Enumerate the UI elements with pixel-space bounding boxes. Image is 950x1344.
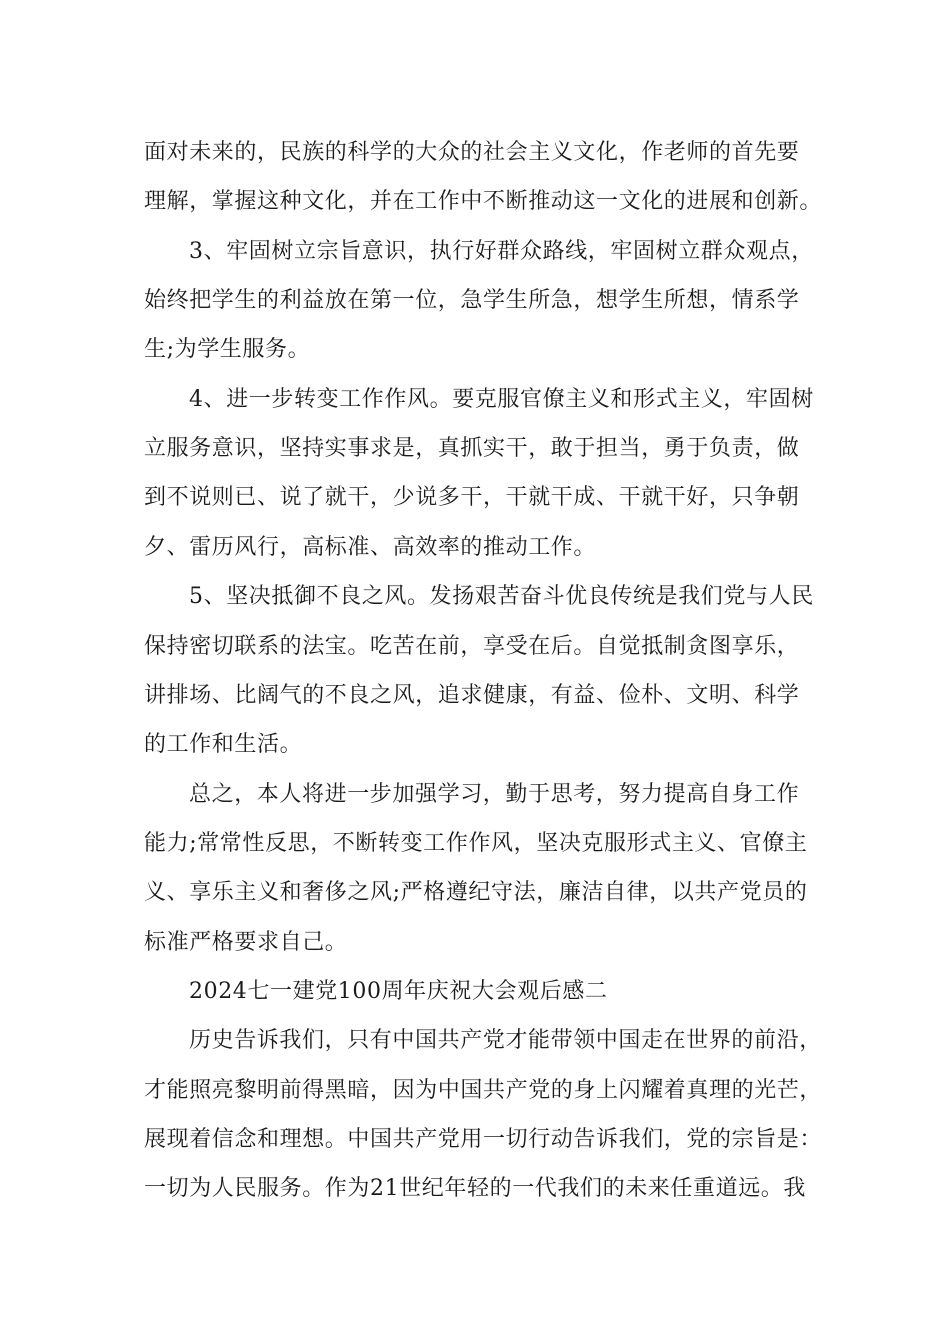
text-line: 标准严格要求自己。 xyxy=(144,930,348,955)
text-line: 一切为人民服务。作为21世纪年轻的一代我们的未来任重道远。我 xyxy=(144,1176,806,1201)
text-line: 能力;常常性反思，不断转变工作作风，坚决克服形式主义、官僚主 xyxy=(144,831,808,856)
text-line: 生;为学生服务。 xyxy=(144,337,311,362)
text-line: 才能照亮黎明前得黑暗，因为中国共产党的身上闪耀着真理的光芒， xyxy=(144,1078,823,1103)
text-line: 3、牢固树立宗旨意识，执行好群众路线，牢固树立群众观点， xyxy=(189,239,814,264)
text-line: 展现着信念和理想。中国共产党用一切行动告诉我们，党的宗旨是： xyxy=(144,1127,823,1152)
text-line: 理解，掌握这种文化，并在工作中不断推动这一文化的进展和创新。 xyxy=(144,189,823,214)
text-line: 立服务意识，坚持实事求是，真抓实干，敢于担当，勇于负责，做 xyxy=(144,436,800,461)
text-line: 夕、雷历风行，高标准、高效率的推动工作。 xyxy=(144,535,597,560)
text-line: 的工作和生活。 xyxy=(144,732,303,757)
text-line: 义、享乐主义和奢侈之风;严格遵纪守法，廉洁自律，以共产党员的 xyxy=(144,880,808,905)
text-line: 讲排场、比阔气的不良之风，追求健康，有益、俭朴、文明、科学 xyxy=(144,683,800,708)
text-line: 总之，本人将进一步加强学习，勤于思考，努力提高自身工作 xyxy=(189,782,800,807)
text-line: 5、坚决抵御不良之风。发扬艰苦奋斗优良传统是我们党与人民 xyxy=(189,584,814,609)
text-line: 面对未来的，民族的科学的大众的社会主义文化，作老师的首先要 xyxy=(144,140,800,165)
text-line: 到不说则已、说了就干，少说多干，干就干成、干就干好，只争朝 xyxy=(144,485,800,510)
text-line: 4、进一步转变工作作风。要克服官僚主义和形式主义，牢固树 xyxy=(189,387,814,412)
text-line: 始终把学生的利益放在第一位，急学生所急，想学生所想，情系学 xyxy=(144,288,800,313)
text-line: 历史告诉我们，只有中国共产党才能带领中国走在世界的前沿， xyxy=(189,1028,822,1053)
section-heading: 2024七一建党100周年庆祝大会观后感二 xyxy=(189,979,608,1004)
text-line: 保持密切联系的法宝。吃苦在前，享受在后。自觉抵制贪图享乐， xyxy=(144,634,800,659)
